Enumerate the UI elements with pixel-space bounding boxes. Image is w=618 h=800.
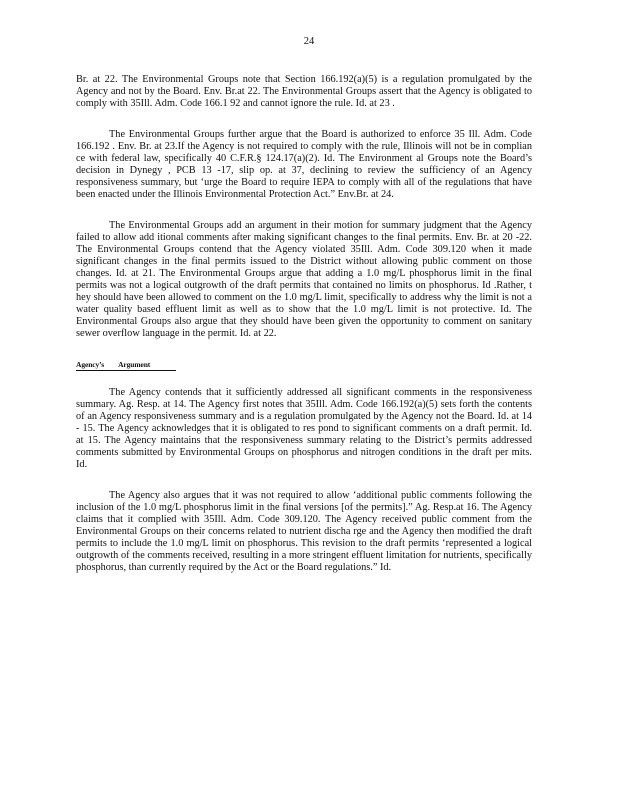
paragraph-agency-contends: The Agency contends that it sufficiently addressed all significant comments in the responsiveness summary. Ag. Resp. at 14. The Agency first notes that 35Ill. Adm. Code 166.192(a)(5) sets forth the contents of an Agency responsiveness summary and is a regulation promulgated by the Agency not the Board. Id. at 14 - 15. The Agency acknowledges that it is obligated to res pond to significant comments on a draft permit. Id. at 15. The Agency maintains that the responsiveness summary relating to the District’s permits addressed comments submitted by Environmental Groups on phosphorus and nitrogen conditions in the draft per mits. Id. — [76, 387, 532, 470]
paragraph-env-groups-add-argument: The Environmental Groups add an argument in their motion for summary judgment that the Agency failed to allow add itional comments after making significant changes to the final permits. Env. Br. at 20 -22. The Environmental Groups contend that the Agency violated 35Ill. Adm. Code 309.120 when it made significant changes in the final permits issued to the District without allowing public comment on those changes. Id. at 21. The Environmental Groups argue that adding a 1.0 mg/L phosphorus limit in the final permits was not a logical outgrowth of the draft permits that contained no limits on phosphorus. Id .Rather, t hey should have been allowed to comment on the 1.0 mg/L limit, specifically to address why the limit is not a water quality based effluent limit as well as to show that the 1.0 mg/L limit is not protective. Id. The Environmental Groups also argue that they should have been given the opportunity to comment on sanitary sewer overflow language in the permit. Id. at 22. — [76, 220, 532, 339]
paragraph-env-groups-note: Br. at 22. The Environmental Groups note that Section 166.192(a)(5) is a regulation promulgated by the Agency and not by the Board. Env. Br.at 22. The Environmental Groups assert that the Agency is obligated to comply with 35Ill. Adm. Code 166.1 92 and cannot ignore the rule. Id. at 23 . — [76, 74, 532, 109]
heading-word-agency: Agency’s — [76, 360, 105, 369]
page-body — [76, 74, 532, 574]
page-number: 24 — [303, 36, 315, 47]
paragraph-env-groups-further-argue: The Environmental Groups further argue that the Board is authorized to enforce 35 Ill. Adm. Code 166.192 . Env. Br. at 23.If the Agency is not required to comply with the rule, Illinois will not be in complian ce with federal law, specifically 40 C.F.R.§ 124.17(a)(2). Id. The Environment al Groups note the Board’s decision in Dynegy , PCB 13 -17, slip op. at 37, declining to review the sufficiency of an Agency responsiveness summary, but ‘urge the Board to require IEPA to comply with all of the regulations that have been enacted under the Illinois Environmental Protection Act.” Env.Br. at 24. — [76, 129, 532, 200]
section-heading-agency-argument — [76, 360, 176, 371]
heading-word-argument: Argument — [118, 360, 151, 369]
paragraph-agency-also-argues: The Agency also argues that it was not required to allow ‘additional public comments following the inclusion of the 1.0 mg/L phosphorus limit in the final versions [of the permits].” Ag. Resp.at 16. The Agency claims that it complied with 35Ill. Adm. Code 309.120. The Agency received public comment from the Environmental Groups on their concerns related to nutrient discha rge and the Agency then modified the draft permits to include the 1.0 mg/L limit on phosphorus. This revision to the draft permits ‘represented a logical outgrowth of the comments received, resulting in a more stringent effluent limitation for nutrients, specifically phosphorus, than currently required by the Act or the Board regulations.” Id. — [76, 490, 532, 573]
